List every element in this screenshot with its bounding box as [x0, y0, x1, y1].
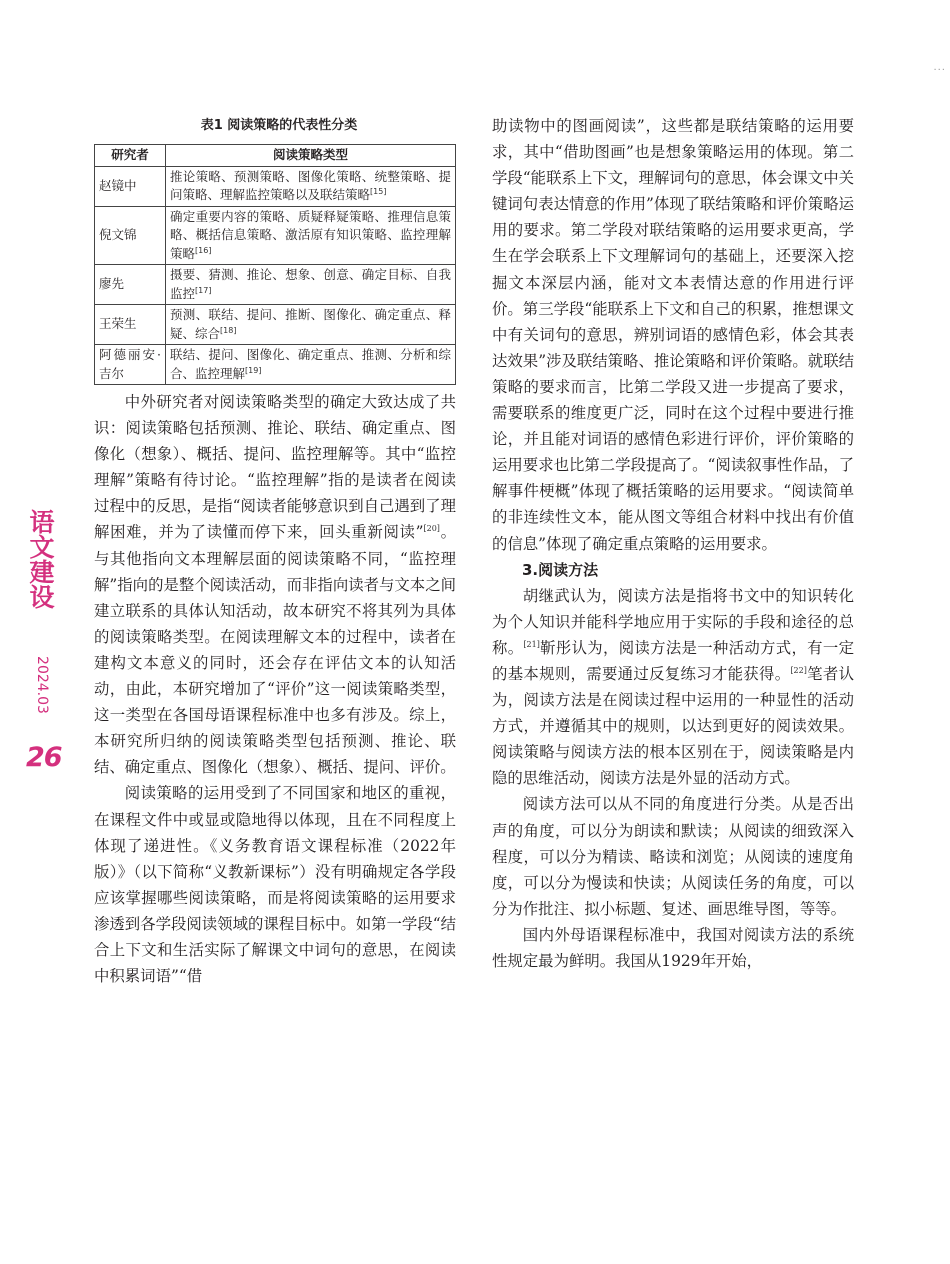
journal-title-char: 设 — [29, 583, 55, 612]
citation: [16] — [195, 245, 212, 255]
types-cell — [166, 206, 456, 265]
body-paragraph: 国内外母语课程标准中，我国对阅读方法的系统性规定最为鲜明。我国从1929年开始， — [492, 925, 854, 970]
strategy-table — [94, 144, 456, 385]
citation: [19] — [245, 365, 262, 375]
types-text: 联结、提问、图像化、确定重点、推测、分析和综合、监控理解 — [170, 347, 451, 381]
paragraph-text: 。与其他指向文本理解层面的阅读策略不同，“监控理解”指向的是整个阅读活动，而非指向读者与文本之间建立联系的具体认知活动，故本研究不将其列为具体的阅读策略类型。在阅读理解文本的过程中，读者在建构文本意义的同时，还会存在评估文本的认知活动，由此，本研究增加了“评价”这一阅读策略类型，这一类型在各国母语课程标准中也多有涉及。综上，本研究所归纳的阅读策略类型包括预测、推论、联结、确定重点、图像化（想象）、概括、提问、评价。 — [94, 523, 456, 777]
journal-issue — [22, 650, 62, 720]
citation: [17] — [195, 285, 212, 295]
citation: [21] — [523, 639, 540, 649]
table-header-types: 阅读策略类型 — [166, 145, 456, 167]
body-paragraph — [492, 583, 854, 792]
types-cell — [166, 265, 456, 305]
table-caption: 表1 阅读策略的代表性分类 — [200, 118, 358, 133]
table-row — [95, 345, 456, 385]
journal-issue-text: 2024.03 — [34, 656, 50, 714]
journal-title-char: 文 — [29, 533, 55, 562]
paragraph-text: 靳彤认为，阅读方法是一种活动方式，有一定的基本规则，需要通过反复练习才能获得。 — [492, 638, 854, 683]
corner-mark: ... — [933, 62, 946, 73]
researcher-cell: 赵镜中 — [95, 166, 166, 206]
types-text: 预测、联结、提问、推断、图像化、确定重点、释疑、综合 — [170, 307, 451, 341]
table-header-researcher: 研究者 — [95, 145, 166, 167]
body-paragraph: 助读物中的图画阅读”，这些都是联结策略的运用要求，其中“借助图画”也是想象策略运用的体现。第二学段“能联系上下文，理解词句的意思，体会课文中关键词句表达情意的作用”体现了联结策略和评价策略运用的要求。第二学段对联结策略的运用要求更高，学生在学会联系上下文理解词句的基础上，还要深入挖掘文本深层内涵，能对文本表情达意的作用进行评价。第三学段“能联系上下文和自己的积累，推想课文中有关词句的意思，辨别词语的感情色彩，体会其表达效果”涉及联结策略、推论策略和评价策略。就联结策略的要求而言，比第二学段又进一步提高了要求，需要联系的维度更广泛，同时在这个过程中要进行推论，并且能对词语的感情色彩进行评价，评价策略的运用要求也比第二学段提高了。“阅读叙事性作品，了解事件梗概”体现了概括策略的运用要求。“阅读简单的非连续性文本，能从图文等组合材料中找出有价值的信息”体现了确定重点策略的运用要求。 — [492, 117, 854, 553]
left-column — [94, 116, 456, 989]
table-row — [95, 305, 456, 345]
types-text: 摄要、猜测、推论、想象、创意、确定目标、自我监控 — [170, 267, 451, 301]
body-paragraph: 阅读策略的运用受到了不同国家和地区的重视，在课程文件中或显或隐地得以体现，且在不同程度上体现了递进性。《义务教育语文课程标准（2022年版）》（以下简称“义教新课标”）没有明确规定各学段应该掌握哪些阅读策略，而是将阅读策略的运用要求渗透到各学段阅读领域的课程目标中。如第一学段“结合上下文和生活实际了解课文中词句的意思，在阅读中积累词语”“借 — [94, 784, 456, 986]
table-row — [95, 166, 456, 206]
researcher-cell: 阿德丽安·吉尔 — [95, 345, 166, 385]
section-heading: 3.阅读方法 — [522, 560, 599, 579]
researcher-cell: 廖先 — [95, 265, 166, 305]
types-text: 确定重要内容的策略、质疑释疑策略、推理信息策略、概括信息策略、激活原有知识策略、监控理解策略 — [170, 208, 451, 261]
right-column — [492, 113, 854, 974]
paragraph-text: 笔者认为，阅读方法是在阅读过程中运用的一种显性的活动方式，并遵循其中的规则，以达到更好的阅读效果。阅读策略与阅读方法的根本区别在于，阅读策略是内隐的思维活动，阅读方法是外显的活动方式。 — [492, 664, 854, 788]
table-row — [95, 265, 456, 305]
paragraph-text: 胡继武认为，阅读方法是指将书文中的知识转化为个人知识并能科学地应用于实际的手段和途径的总称。 — [492, 586, 854, 657]
types-cell — [166, 166, 456, 206]
body-paragraph — [94, 389, 456, 780]
researcher-cell: 王荣生 — [95, 305, 166, 345]
citation: [20] — [423, 524, 440, 534]
table-row — [95, 206, 456, 265]
body-paragraph: 阅读方法可以从不同的角度进行分类。从是否出声的角度，可以分为朗读和默读；从阅读的细致深入程度，可以分为精读、略读和浏览；从阅读的速度角度，可以分为慢读和快读；从阅读任务的角度，可以分为作批注、拟小标题、复述、画思维导图，等等。 — [492, 795, 854, 918]
citation: [15] — [370, 186, 387, 196]
researcher-cell: 倪文锦 — [95, 206, 166, 265]
journal-title — [22, 510, 62, 610]
types-text: 推论策略、预测策略、图像化策略、统整策略、提问策略、理解监控策略以及联结策略 — [170, 168, 451, 202]
citation: [18] — [220, 325, 237, 335]
journal-sidebar — [22, 508, 62, 714]
journal-title-char: 语 — [29, 508, 55, 537]
journal-title-char: 建 — [29, 558, 55, 587]
citation: [22] — [790, 665, 807, 675]
types-cell — [166, 305, 456, 345]
page-number: 26 — [26, 742, 62, 773]
table-header-row — [95, 145, 456, 167]
paragraph-text: 中外研究者对阅读策略类型的确定大致达成了共识：阅读策略包括预测、推论、联结、确定重点、图像化（想象）、概括、提问、监控理解等。其中“监控理解”策略有待讨论。“监控理解”指的是读者在阅读过程中的反思，是指“阅读者能够意识到自己遇到了理解困难，并为了读懂而停下来，回头重新阅读” — [94, 393, 456, 542]
types-cell — [166, 345, 456, 385]
